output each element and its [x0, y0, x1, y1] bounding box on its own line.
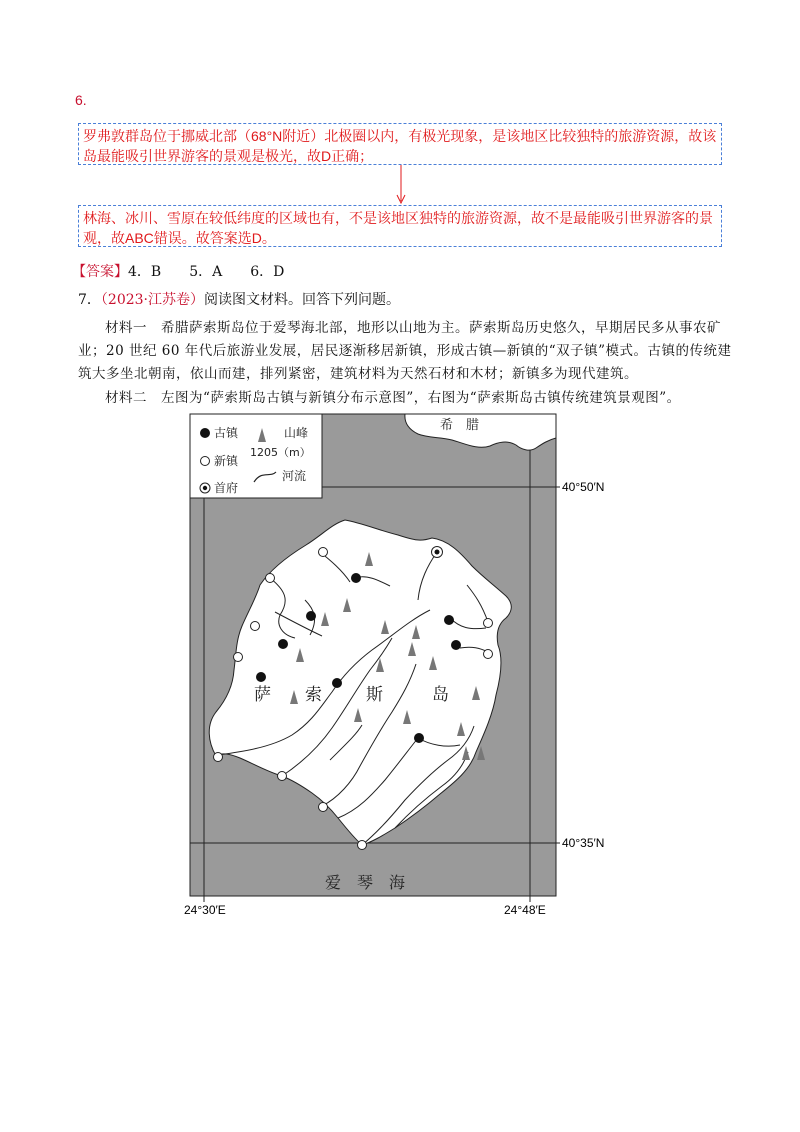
legend-old-town: 古镇	[214, 426, 239, 440]
down-arrow-icon	[396, 165, 406, 205]
question-7-prompt: 阅读图文材料。回答下列问题。	[204, 292, 401, 308]
lat-bottom-label: 40°35′N	[562, 836, 605, 850]
answer-label: 【答案】	[72, 264, 128, 280]
question-7-number: 7．	[78, 292, 101, 308]
island-char-1: 萨	[254, 685, 271, 705]
sea-label: 爱 琴 海	[325, 873, 406, 892]
answer-text: 4．B 5．A 6．D	[128, 264, 285, 280]
island-char-2: 索	[305, 685, 322, 705]
thassos-map	[170, 410, 640, 922]
material-2: 材料二 左图为“萨索斯岛古镇与新镇分布示意图”，右图为“萨索斯岛古镇传统建筑景观图”。	[105, 390, 681, 406]
lat-top-label: 40°50′N	[562, 480, 605, 494]
legend-river: 河流	[282, 469, 307, 483]
legend-capital: 首府	[214, 481, 239, 495]
explanation-box-1: 罗弗敦群岛位于挪威北部（68°N附近）北极圈以内，有极光现象，是该地区比较独特的旅游资源，故该岛最能吸引世界游客的景观是极光，故D正确；	[78, 123, 722, 165]
question-7-heading	[78, 289, 400, 309]
question-6-number: 6.	[75, 92, 87, 108]
material-1: 材料一 希腊萨索斯岛位于爱琴海北部，地形以山地为主。萨索斯岛历史悠久，早期居民多从事农矿业；20 世纪 60 年代后旅游业发展，居民逐渐移居新镇，形成古镇—新镇的“双子镇”模式。古镇的传统建筑大多坐北朝南，依山而建，排列紧密，建筑材料为天然石材和木材；新镇多为现代建筑。	[78, 320, 732, 382]
capital-marker	[432, 547, 443, 558]
country-label: 希 腊	[440, 418, 480, 433]
legend-peak: 山峰	[284, 426, 309, 440]
question-7-source: （2023·江苏卷）	[100, 292, 205, 308]
lon-left-label: 24°30′E	[184, 903, 226, 917]
island-char-3: 斯	[366, 685, 383, 705]
answer-line	[72, 261, 284, 281]
lon-right-label: 24°48′E	[504, 903, 546, 917]
map-legend	[190, 414, 322, 498]
legend-new-town: 新镇	[214, 454, 239, 468]
explanation-box-2: 林海、冰川、雪原在较低纬度的区域也有，不是该地区独特的旅游资源，故不是最能吸引世界游客的景观，故ABC错误。故答案选D。	[78, 205, 722, 247]
island-char-4: 岛	[432, 685, 449, 705]
legend-peak-elevation: 1205（m）	[250, 446, 311, 459]
